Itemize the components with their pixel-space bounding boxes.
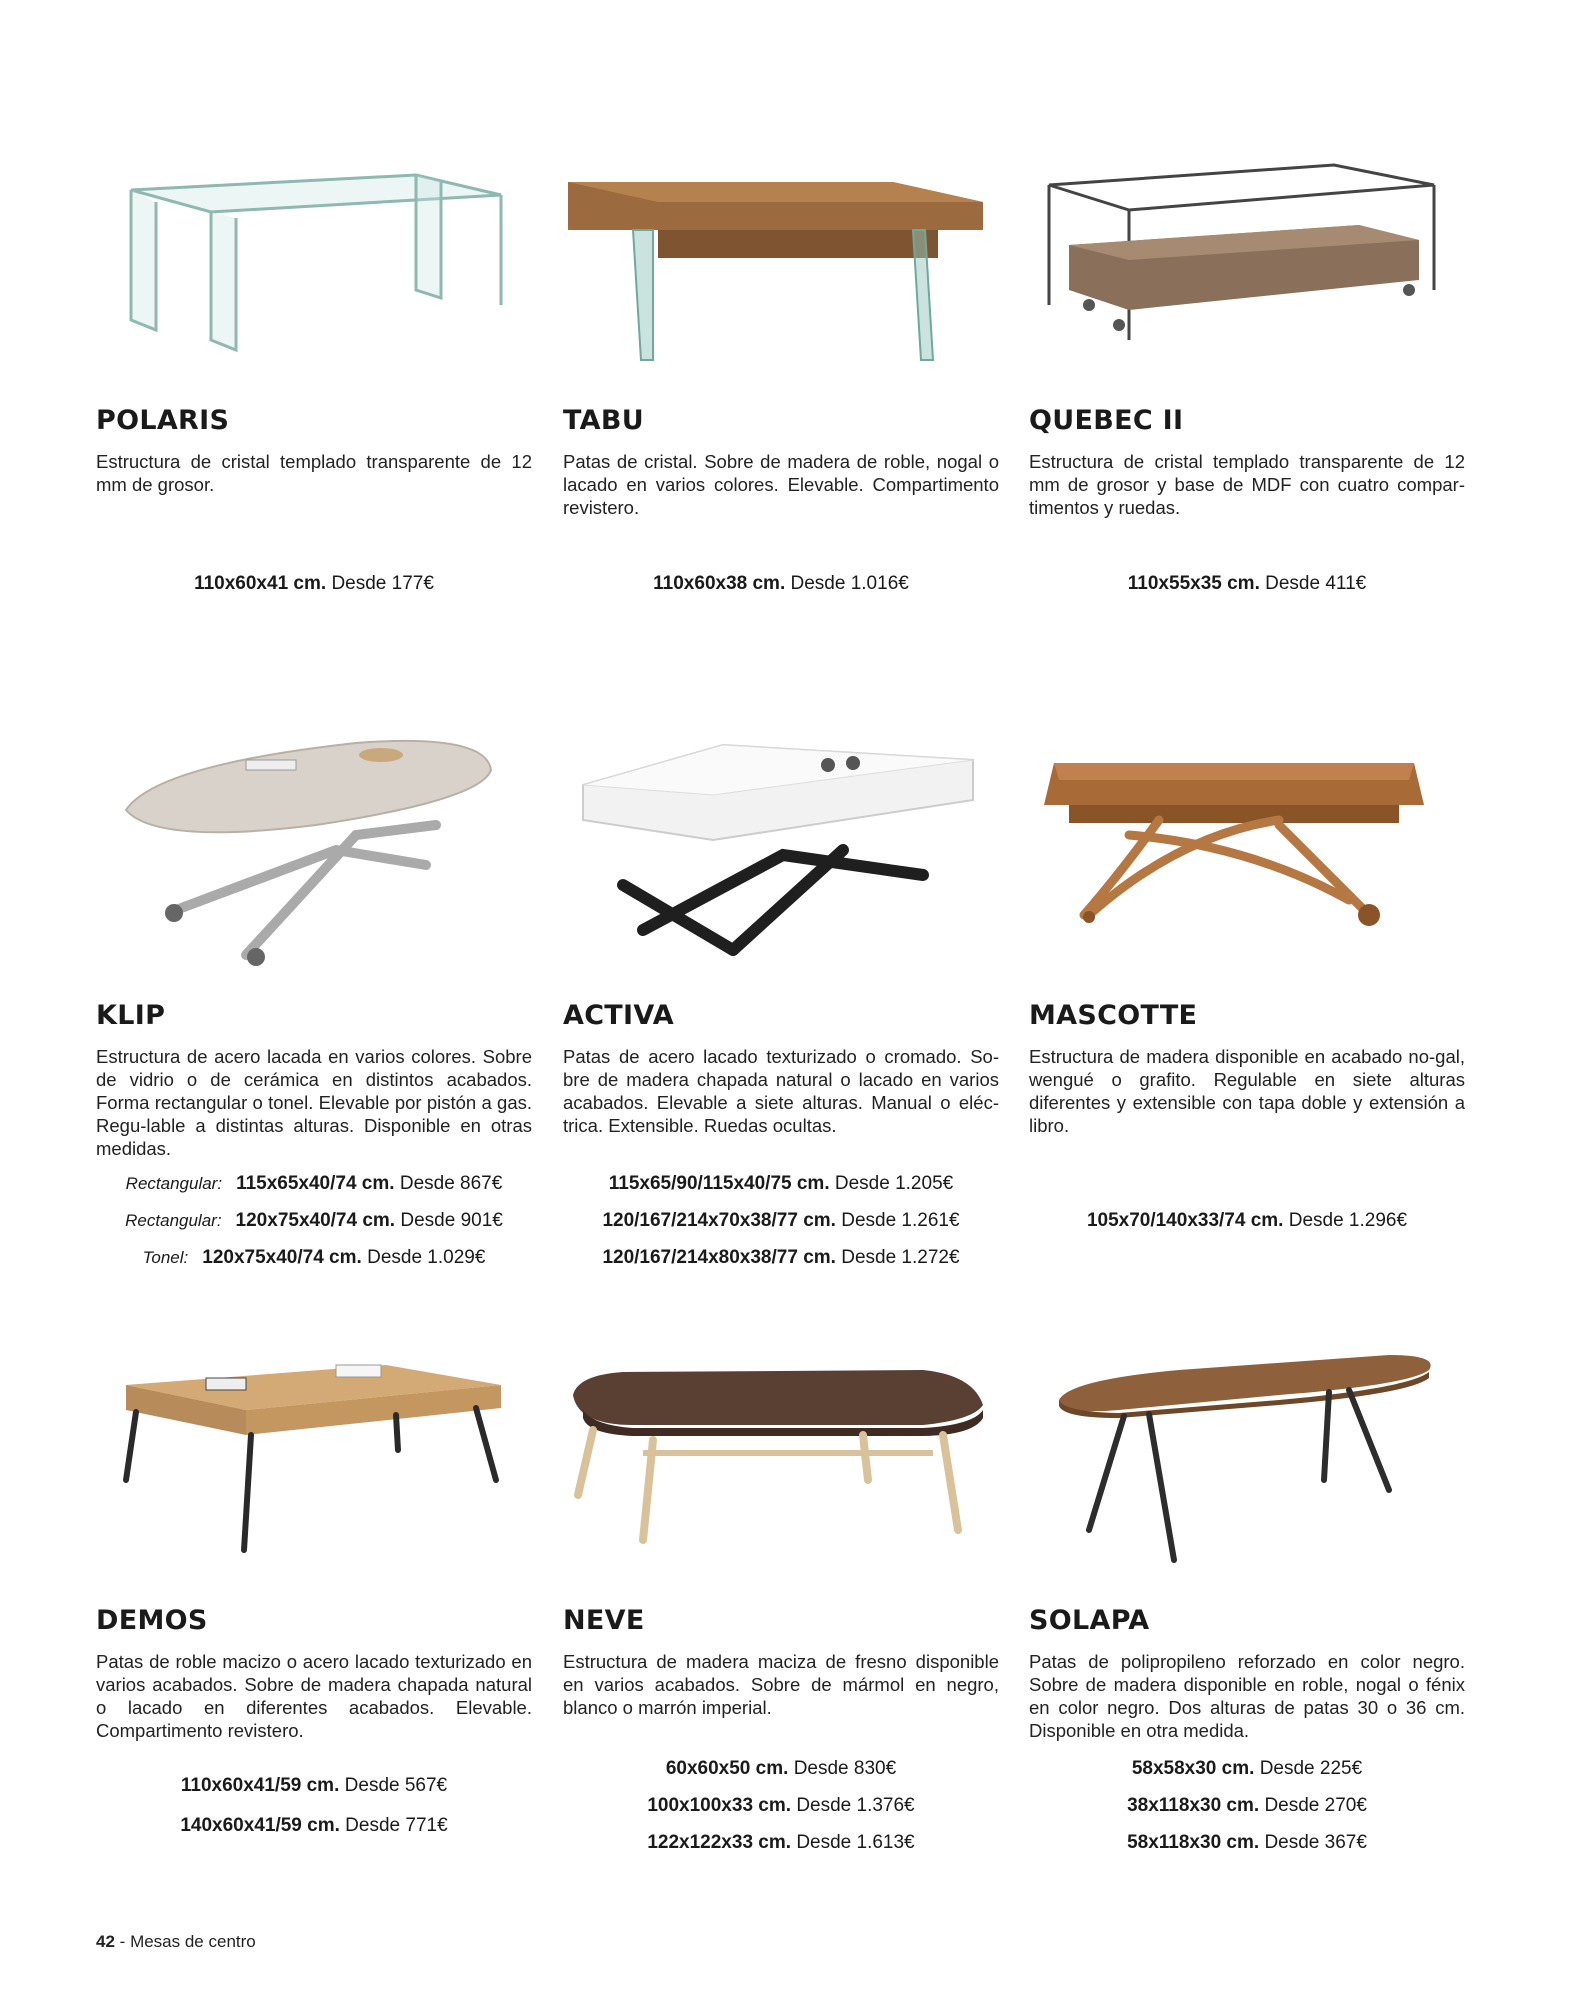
price-list (96, 565, 532, 602)
product-title: KLIP (96, 1000, 166, 1031)
product-image-solapa (1029, 1330, 1465, 1580)
product-image-tabu (563, 130, 999, 380)
product-image-polaris (96, 130, 532, 380)
product-title: SOLAPA (1029, 1605, 1150, 1636)
product-description: Estructura de madera maciza de fresno disponible en varios acabados. Sobre de mármol en negro, blanco o marrón imperial. (563, 1651, 999, 1718)
product-card-demos (96, 1330, 532, 1836)
product-card-solapa (1029, 1330, 1465, 1853)
price-line: 58x58x30 cm. Desde 225€ (1131, 1758, 1363, 1779)
price-line: 58x118x30 cm. Desde 367€ (1127, 1832, 1367, 1853)
page-footer (96, 1932, 256, 1952)
price-line: 120/167/214x80x38/77 cm. Desde 1.272€ (602, 1247, 960, 1268)
product-description: Estructura de acero lacada en varios colores. Sobre de vidrio o de cerámica en distintos acabados. Forma rectangular o tonel. Elevable por pistón a gas. Regu-lable a distintas alturas. Disponible en otras medidas. (96, 1046, 532, 1159)
price-list (1029, 565, 1465, 602)
price-line: 120/167/214x70x38/77 cm. Desde 1.261€ (602, 1210, 960, 1231)
product-image-activa (563, 725, 999, 975)
product-title: POLARIS (96, 405, 230, 436)
price-list (96, 1165, 532, 1276)
price-list (96, 1766, 532, 1846)
price-line: 38x118x30 cm. Desde 270€ (1127, 1795, 1367, 1816)
price-list (563, 1750, 999, 1861)
product-card-quebec (1029, 130, 1465, 594)
product-title: TABU (563, 405, 644, 436)
price-list (563, 565, 999, 602)
product-description: Patas de acero lacado texturizado o cromado. So-bre de madera chapada natural o lacado en varios acabados. Elevable a siete alturas. Manual o eléc-trica. Extensible. Ruedas ocultas. (563, 1046, 999, 1136)
product-description: Patas de polipropileno reforzado en color negro. Sobre de madera disponible en roble, nogal o fénix en color negro. Dos alturas de patas 30 o 36 cm. Disponible en otra medida. (1029, 1651, 1465, 1741)
price-line: 140x60x41/59 cm. Desde 771€ (180, 1815, 448, 1836)
product-card-polaris (96, 130, 532, 594)
product-image-demos (96, 1330, 532, 1580)
price-line: 115x65/90/115x40/75 cm. Desde 1.205€ (608, 1173, 954, 1194)
product-description: Estructura de cristal templado transparente de 12 mm de grosor. (96, 451, 532, 495)
product-title: QUEBEC II (1029, 405, 1184, 436)
product-description: Patas de cristal. Sobre de madera de roble, nogal o lacado en varios colores. Elevable. Compartimento revistero. (563, 451, 999, 518)
price-line: Rectangular: 120x75x40/74 cm. Desde 901€ (125, 1210, 503, 1231)
product-card-activa (563, 725, 999, 1268)
price-line: Rectangular: 115x65x40/74 cm. Desde 867€ (125, 1173, 503, 1194)
product-image-mascotte (1029, 725, 1465, 975)
price-line: 122x122x33 cm. Desde 1.613€ (647, 1832, 915, 1853)
price-list (1029, 1750, 1465, 1861)
price-line: 60x60x50 cm. Desde 830€ (665, 1758, 897, 1779)
product-image-neve (563, 1330, 999, 1580)
price-line: 105x70/140x33/74 cm. Desde 1.296€ (1086, 1210, 1408, 1231)
price-line: 100x100x33 cm. Desde 1.376€ (647, 1795, 915, 1816)
page-number: 42 (96, 1932, 115, 1951)
product-title: DEMOS (96, 1605, 208, 1636)
product-title: NEVE (563, 1605, 645, 1636)
product-title: MASCOTTE (1029, 1000, 1198, 1031)
price-line: Tonel: 120x75x40/74 cm. Desde 1.029€ (142, 1247, 486, 1268)
product-title: ACTIVA (563, 1000, 674, 1031)
product-card-mascotte (1029, 725, 1465, 1231)
product-card-tabu (563, 130, 999, 594)
price-line: 110x60x38 cm. Desde 1.016€ (653, 573, 909, 594)
price-list (1029, 1202, 1465, 1239)
product-image-quebec (1029, 130, 1465, 380)
product-description: Estructura de madera disponible en acabado no-gal, wengué o grafito. Regulable en siete alturas diferentes y extensible con tapa doble y extensión a libro. (1029, 1046, 1465, 1136)
product-description: Patas de roble macizo o acero lacado texturizado en varios acabados. Sobre de madera chapada natural o lacado en diferentes acabados. Elevable. Compartimento revistero. (96, 1651, 532, 1741)
footer-separator: - (119, 1932, 126, 1951)
product-card-klip (96, 725, 532, 1268)
price-line: 110x60x41/59 cm. Desde 567€ (180, 1775, 448, 1796)
price-line: 110x60x41 cm. Desde 177€ (194, 573, 434, 594)
section-name: Mesas de centro (130, 1932, 256, 1951)
product-card-neve (563, 1330, 999, 1853)
price-line: 110x55x35 cm. Desde 411€ (1127, 573, 1367, 594)
product-image-klip (96, 725, 532, 975)
price-list (563, 1165, 999, 1276)
product-description: Estructura de cristal templado transparente de 12 mm de grosor y base de MDF con cuatro compar-timentos y ruedas. (1029, 451, 1465, 518)
